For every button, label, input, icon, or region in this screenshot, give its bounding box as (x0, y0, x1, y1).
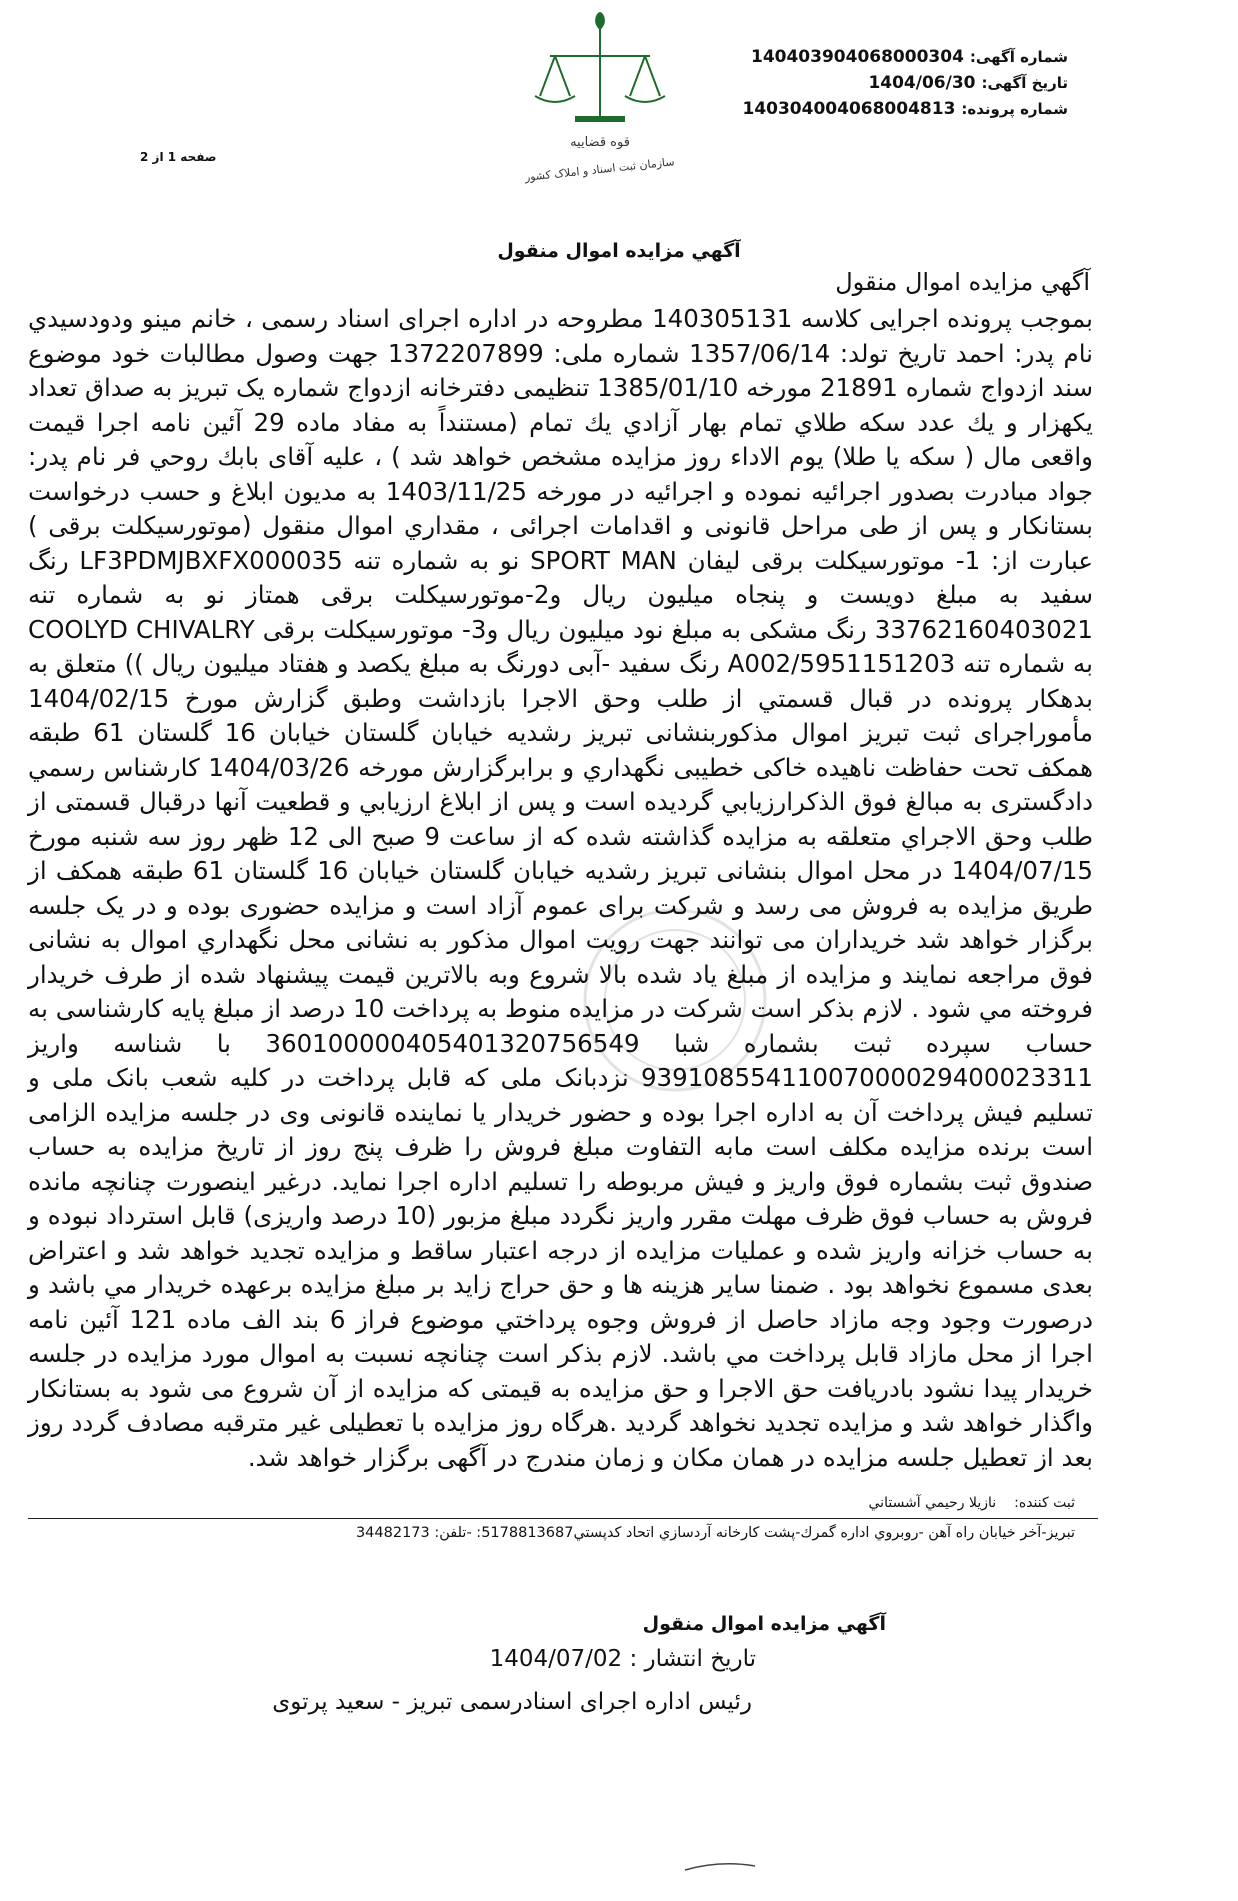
ad-date-label: تاریخ آگهی: (981, 74, 1068, 92)
ad-meta (742, 44, 1068, 122)
file-number: 140304004068004813 (742, 99, 956, 119)
office-address: تبريز-آخر خيابان راه آهن -روبروي اداره گمرك-پشت كارخانه آردسازي اتحاد كدپستي5178813687: -تلفن: 34482173 (355, 1525, 1075, 1541)
judiciary-emblem-icon (505, 8, 695, 188)
emblem-caption-2: سازمان ثبت اسناد و املاک کشور (524, 155, 676, 184)
registrar-name: نازيلا رحيمي آشستاني (868, 1495, 997, 1511)
registrar-label: ثبت کننده: (1014, 1495, 1075, 1511)
publish-date: تاريخ انتشار : 1404/07/02 (489, 1646, 756, 1672)
registrar (869, 1495, 1075, 1511)
file-number-row (742, 96, 1068, 122)
footer-title: آگهي مزايده اموال منقول (642, 1613, 886, 1635)
emblem-caption-1: قوه قضاییه (570, 135, 630, 150)
file-number-label: شماره پرونده: (961, 100, 1068, 118)
ad-date: 1404/06/30 (868, 73, 976, 93)
ad-number-row (750, 44, 1068, 70)
signature-mark-icon (680, 1856, 760, 1876)
ad-date-row (768, 70, 1068, 96)
ad-number-label: شماره آگهی: (969, 48, 1068, 66)
office-chief: رئیس اداره اجرای اسنادرسمی تبریز - سعید پرتوی (272, 1689, 752, 1715)
document-title: آگهي مزايده اموال منقول (497, 240, 741, 262)
notice-body: بموجب پرونده اجرایی کلاسه 140305131 مطروحه در اداره اجرای اسناد رسمی ، خانم مینو ودودسیدي نام پدر: احمد تاریخ تولد: 1357/06/14 شماره ملی: 1372207899 جهت وصول مطالبات خود موضوع سند ازدواج شماره 21891 مورخه 1385/01/10 تنظیمی دفترخانه ازدواج شماره یک تبریز به صداق تعداد یکهزار و يك عدد سكه طلاي تمام بهار آزادي يك تمام (مستنداً به مفاد ماده 29 آئین نامه اجرا قیمت واقعی مال ( سکه یا طلا) یوم الاداء روز مزایده مشخص خواهد شد ) ، علیه آقای بابك روحي فر نام پدر: جواد مبادرت بصدور اجرائیه نموده و اجرائیه در مورخه 1403/11/25 به مدیون ابلاغ و حسب درخواست بستانکار و پس از طی مراحل قانونی و اقدامات اجرائی ، مقداري اموال منقول (موتورسیکلت برقی ) عبارت از: 1- موتورسیکلت برقی لیفان SPORT MAN نو به شماره تنه LF3PDMJBXFX000035 رنگ سفید به مبلغ دویست و پنجاه میلیون ریال و2-موتورسیکلت برقی همتاز نو به شماره تنه 33762160403021 رنگ مشکی به مبلغ نود میلیون ریال و3- موتورسیکلت برقی COOLYD CHIVALRY به شماره تنه A002/5951151203 رنگ سفید -آبی دورنگ به مبلغ یکصد و هفتاد میلیون ریال )) متعلق به بدهکار پرونده در قبال قسمتي از طلب وحق الاجرا بازداشت وطبق گزارش مورخ 1404/02/15 مأموراجرای ثبت تبریز اموال مذکوربنشانی تبریز رشدیه خیابان گلستان خیابان 16 گلستان 61 طبقه همکف تحت حفاظت ناهيده خاکی خطیبی نگهداري و برابرگزارش مورخه 1404/03/26 کارشناس رسمي دادگستری به مبالغ فوق الذکرارزيابي گرديده است و پس از ابلاغ ارزيابي و قطعيت آنها درقبال قسمتی از طلب وحق الاجراي متعلقه به مزايده گذاشته شده که از ساعت 9 صبح الی 12 ظهر روز سه شنبه مورخ 1404/07/15 در محل اموال بنشانی تبریز رشدیه خیابان گلستان خیابان 16 گلستان 61 طبقه همکف از طريق مزايده به فروش می رسد و شركت برای عموم آزاد است و مزايده حضوری بوده و در يک جلسه برگزار خواهد شد خريداران می توانند جهت رويت اموال مذکور به نشانی محل نگهداري اموال به نشانی فوق مراجعه نمایند و مزايده از مبلغ ياد شده بالا شروع وبه بالاترين قيمت پيشنهاد شده از طرف خريدار فروخته مي شود . لازم بذكر است شركت در مزايده منوط به پرداخت 10 درصد از مبلغ پايه كارشناسی به حساب سپرده ثبت بشماره شبا 360100000405401320756549 با شناسه واريز 93910855411007000029400023311 نزدبانک ملی که قابل پرداخت در کلیه شعب بانک ملی و تسليم فيش پرداخت آن به اداره اجرا بوده و حضور خريدار يا نماينده قانونی وی در جلسه مزايده الزامی است برنده مزايده مكلف است مابه التفاوت مبلغ فروش را ظرف پنج روز از تاريخ مزايده به حساب صندوق ثبت بشماره فوق واريز و فيش مربوطه را تسليم اداره اجرا نمايد. درغير اينصورت چنانچه مانده فروش به حساب فوق ظرف مهلت مقرر واريز نگردد مبلغ مزبور (10 درصد واريزی) قابل استرداد نبوده و به حساب خزانه واريز شده و عمليات مزايده از درجه اعتبار ساقط و مزايده تجديد خواهد شد و اعتراض بعدی مسموع نخواهد بود . ضمنا ساير هزينه ها و حق حراج زايد بر مبلغ مزايده برعهده خريدار مي باشد و درصورت وجود وجه مازاد حاصل از فروش وجوه پرداختي موضوع فراز 6 بند الف ماده 121 آئين نامه اجرا از محل مازاد قابل پرداخت مي باشد. لازم بذكر است چنانچه نسبت به اموال مورد مزايده در جلسه خريدار پيدا نشود بادريافت حق الاجرا و حق مزايده به قيمتی كه مزايده از آن شروع می شود به بستانكار واگذار خواهد شد و مزايده تجديد نخواهد گرديد .هرگاه روز مزايده با تعطيلی غير مترقبه مصادف گردد روز بعد از تعطيل جلسه مزايده در همان مكان و زمان مندرج در آگهی برگزار خواهد شد. (28, 304, 1094, 1472)
body-title: آگهي مزايده اموال منقول (835, 268, 1090, 296)
divider (28, 1518, 1098, 1519)
page-indicator: صفحه 1 از 2 (140, 150, 217, 164)
ad-number: 140403904068000304 (750, 47, 964, 67)
